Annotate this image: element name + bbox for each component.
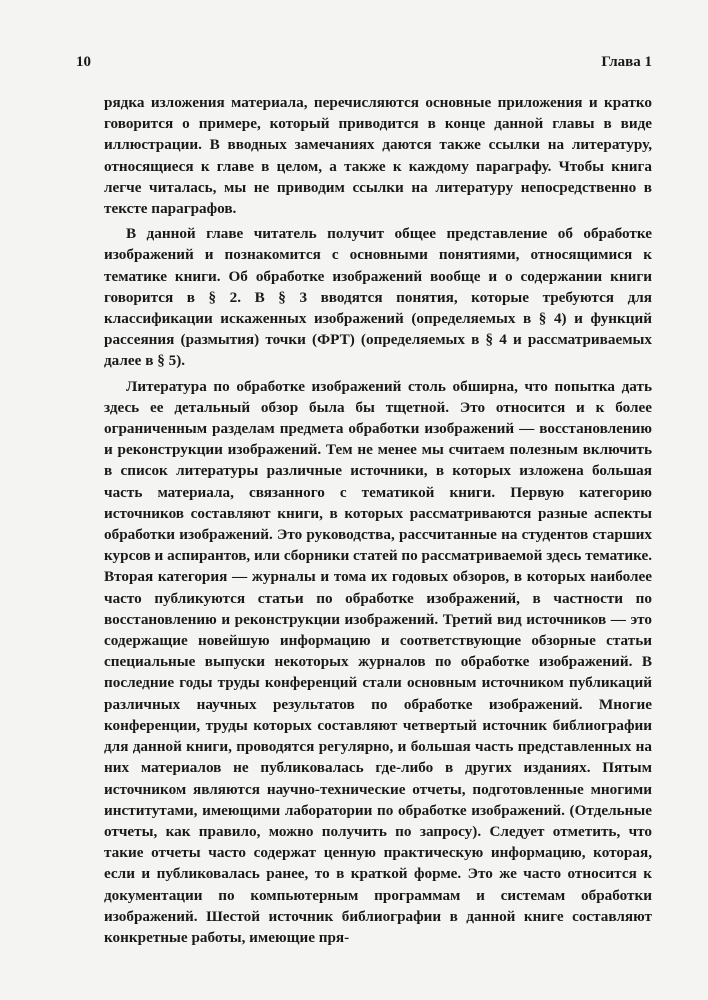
paragraph-literature-sources: Литература по обработке изображений столь обширна, что попытка дать здесь ее детальный обзор была бы тщетной. Это относится и к более ограниченным разделам предмета обработки изображений — восстановлению и реконструкции изображений. Тем не менее мы считаем полезным включить в список литературы различные источники, в которых изложена большая часть материала, связанного с тематикой книги. Первую категорию источников составляют книги, в которых рассматриваются разные аспекты обработки изображений. Это руководства, рассчитанные на студентов старших курсов и аспирантов, или сборники статей по рассматриваемой здесь тематике. Вторая категория — журналы и тома их годовых обзоров, в которых наиболее часто публикуются статьи по обработке изображений, в частности по восстановлению и реконструкции изображений. Третий вид источников — это содержащие новейшую информацию и соответствующие обзорные статьи специальные выпуски некоторых журналов по обработке изображений. В последние годы труды конференций стали основным источником публикаций различных научных результатов по обработке изображений. Многие конференции, труды которых составляют четвертый источник библиографии для данной книги, проводятся регулярно, и большая часть представленных на них материалов не публиковалась где-либо в других изданиях. Пятым источником являются научно-технические отчеты, подготовленные многими институтами, имеющими лаборатории по обработке изображений. (Отдельные отчеты, как правило, можно получить по запросу). Следует отметить, что такие отчеты часто содержат ценную практическую информацию, которая, если и публиковалась ранее, то в краткой форме. Это же часто относится к документации по компьютерным программам и системам обработки изображений. Шестой источник библиографии в данной книге составляют конкретные работы, имеющие пря- [104,377,652,946]
running-head [76,54,652,74]
chapter-label: Глава 1 [601,54,652,70]
paragraph-chapter-overview: В данной главе читатель получит общее представление об обработке изображений и познакомится с основными понятиями, относящимися к тематике книги. Об обработке изображений вообще и о содержании книги говорится в § 2. В § 3 вводятся понятия, которые требуются для классификации искаженных изображений (определяемых в § 4) и функций рассеяния (размытия) точки (ФРТ) (определяемых в § 4 и рассматриваемых далее в § 5). [104,225,652,370]
body-text [104,92,652,948]
paragraph-continuation: рядка изложения материала, перечисляются основные приложения и кратко говорится о примере, который приводится в конце данной главы в виде иллюстрации. В вводных замечаниях даются также ссылки на литературу, относящиеся к главе в целом, а также к каждому параграфу. Чтобы книга легче читалась, мы не приводим ссылки на литературу непосредственно в тексте параграфов. [104,94,652,218]
page-number: 10 [76,54,91,70]
